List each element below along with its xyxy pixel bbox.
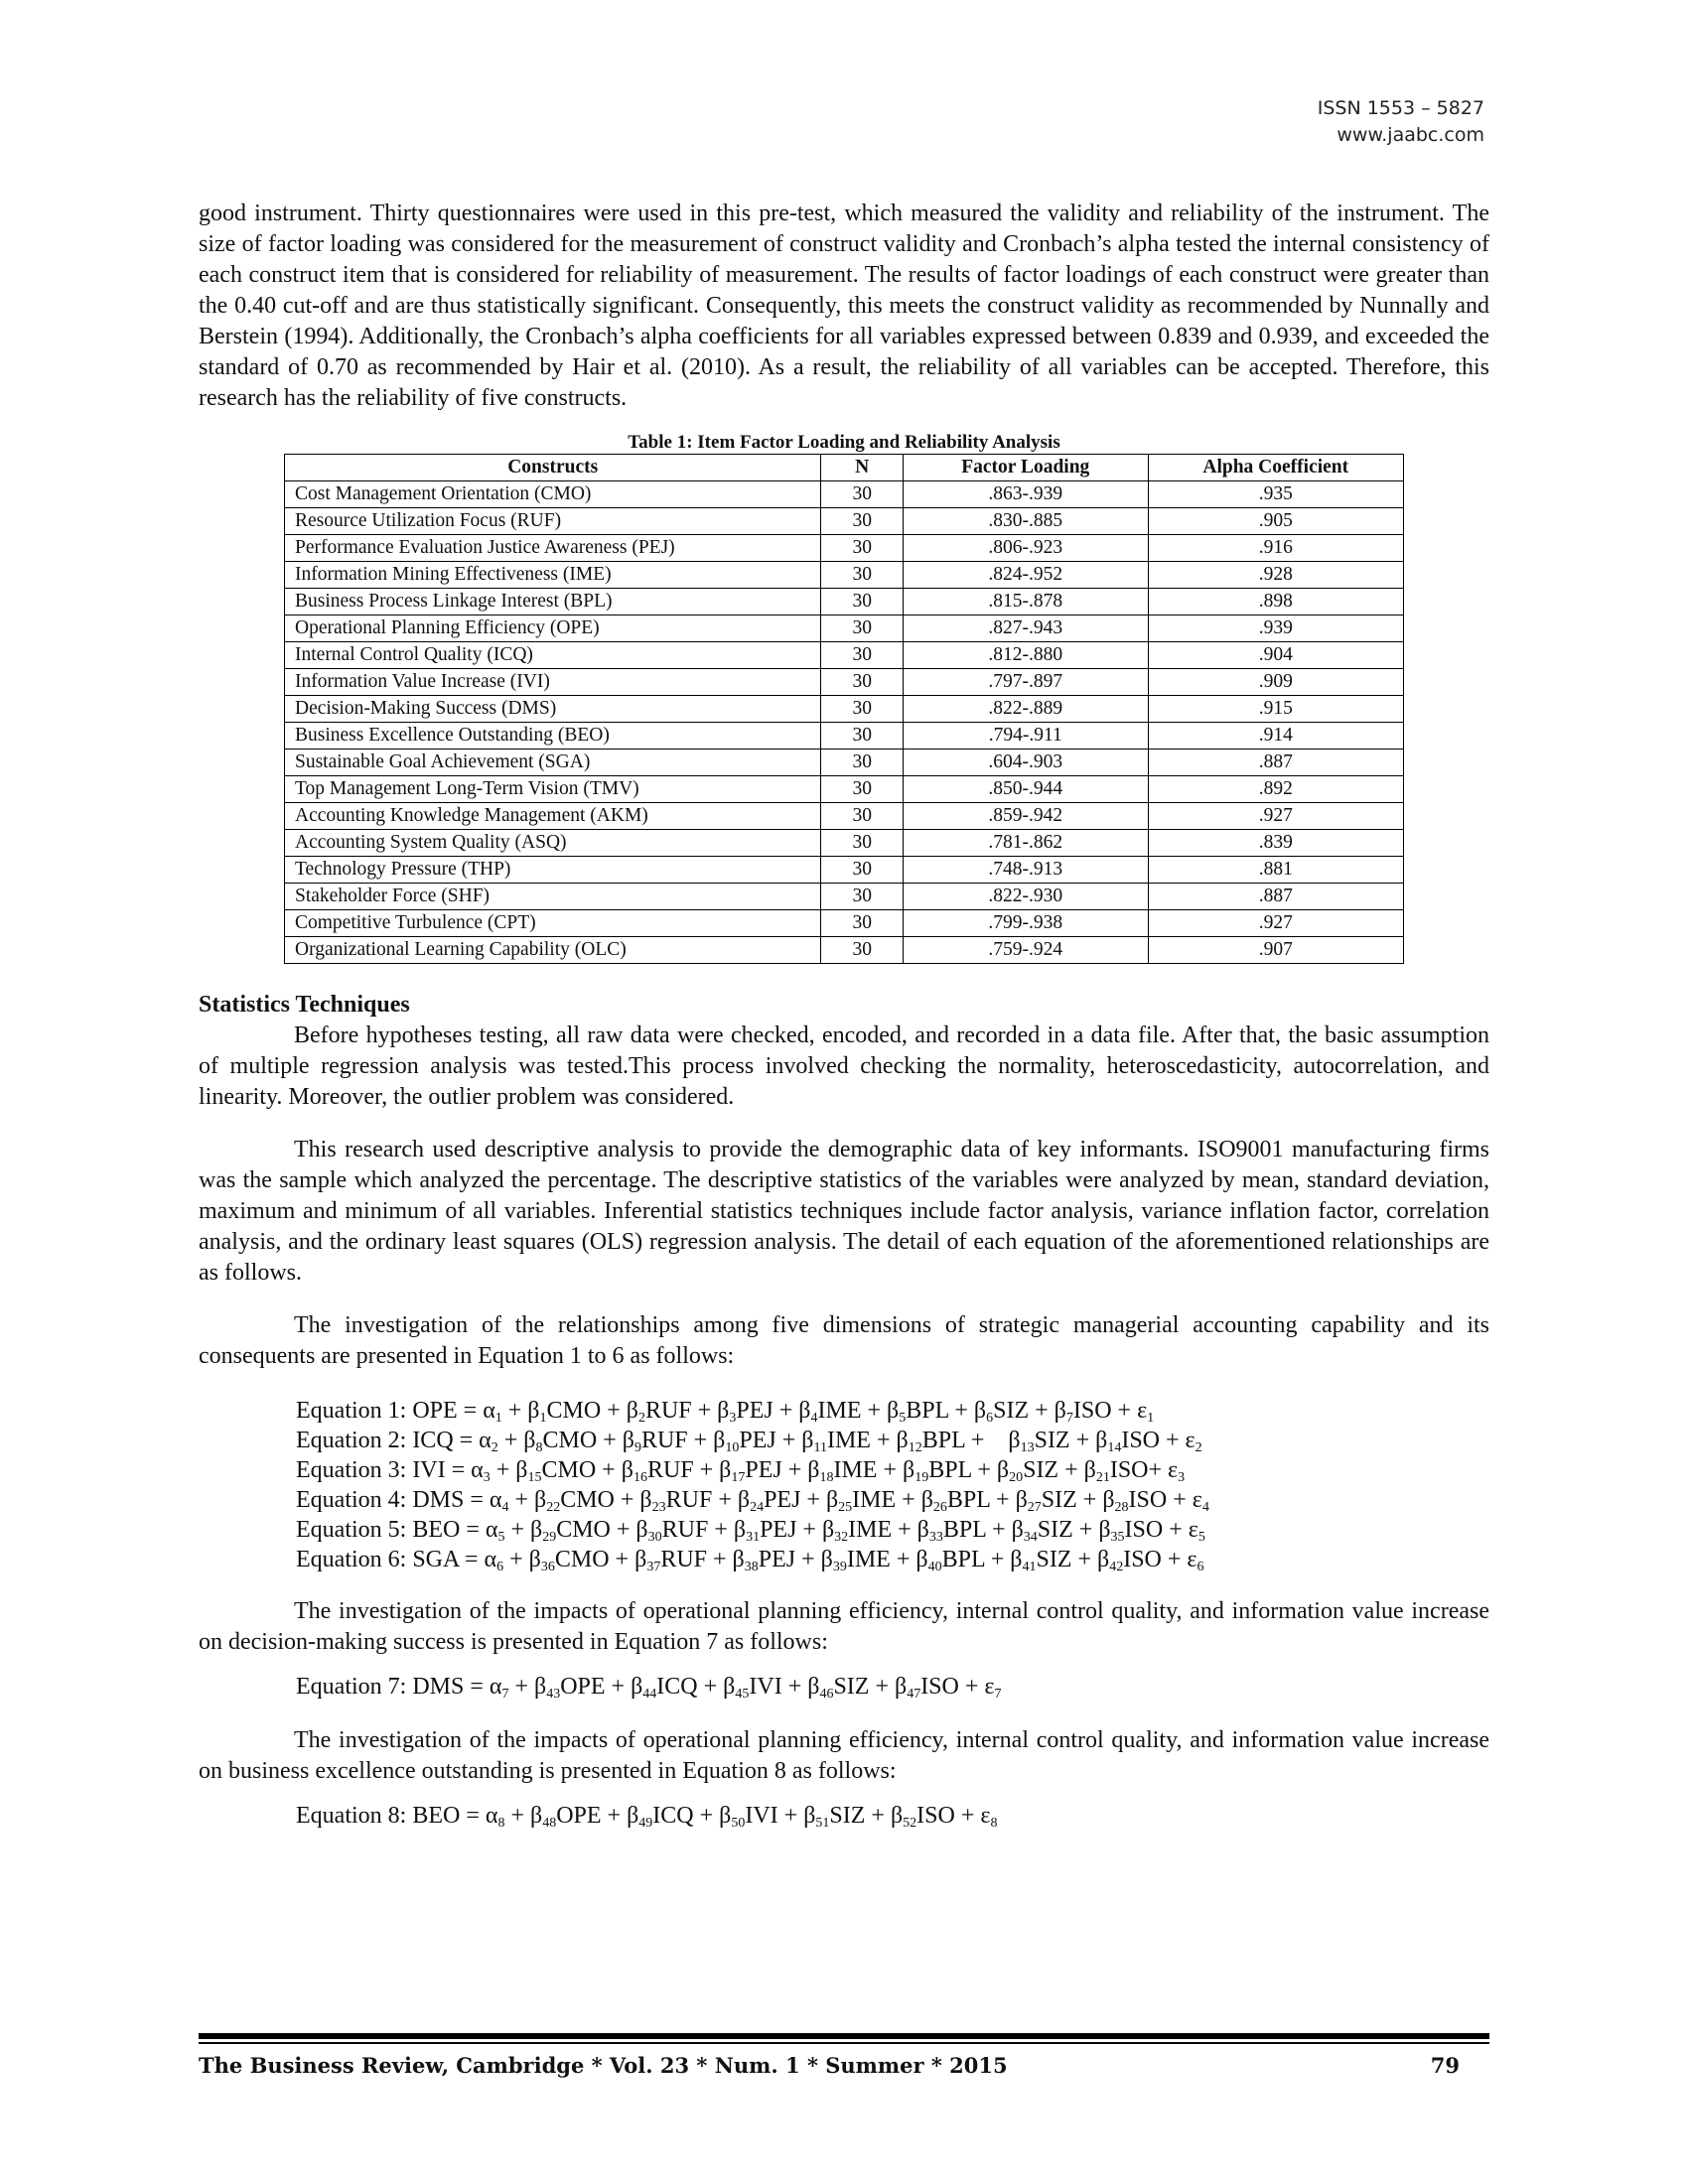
equation-text: ISO + ε	[1124, 1517, 1198, 1543]
equation-line	[296, 1515, 1489, 1545]
table-row	[285, 803, 1404, 830]
equation-text: SIZ + β	[1037, 1517, 1111, 1543]
equation-line	[296, 1455, 1489, 1485]
equation-subscript: 1	[494, 1411, 502, 1426]
factor-loading-cell: .781-.862	[904, 830, 1148, 857]
equation-text: IME + β	[846, 1547, 928, 1572]
equation-text: PEJ + β	[758, 1547, 833, 1572]
table-row	[285, 910, 1404, 937]
equation-subscript: 26	[932, 1500, 947, 1515]
equation-text: SIZ + β	[993, 1398, 1066, 1424]
construct-cell: Business Process Linkage Interest (BPL)	[285, 589, 821, 615]
equation-text: Equation 2: ICQ = α	[296, 1428, 492, 1453]
equation-text: IVI + β	[745, 1803, 816, 1829]
equation-subscript: 43	[546, 1687, 561, 1702]
equation-text: RUF + β	[660, 1547, 745, 1572]
equation-text: SIZ + β	[833, 1674, 908, 1700]
equation-subscript: 8	[535, 1440, 543, 1455]
equation-8-block	[296, 1801, 1489, 1831]
alpha-cell: .935	[1148, 481, 1404, 508]
table-row	[285, 669, 1404, 696]
table-row	[285, 884, 1404, 910]
alpha-cell: .909	[1148, 669, 1404, 696]
construct-cell: Resource Utilization Focus (RUF)	[285, 508, 821, 535]
alpha-cell: .898	[1148, 589, 1404, 615]
equation-text: PEJ + β	[764, 1487, 839, 1513]
equation-text: + β	[504, 1803, 543, 1829]
journal-url: www.jaabc.com	[1336, 124, 1484, 146]
equation-text: PEJ + β	[760, 1517, 835, 1543]
alpha-cell: .904	[1148, 642, 1404, 669]
equation-text: PEJ + β	[739, 1428, 814, 1453]
equation-text: RUF + β	[665, 1487, 751, 1513]
factor-loading-cell: .850-.944	[904, 776, 1148, 803]
equation-subscript: 2	[637, 1411, 645, 1426]
factor-loading-cell: .827-.943	[904, 615, 1148, 642]
alpha-cell: .928	[1148, 562, 1404, 589]
n-cell: 30	[821, 776, 904, 803]
equation-text: SIZ + β	[1034, 1428, 1108, 1453]
alpha-cell: .927	[1148, 910, 1404, 937]
equation-text: Equation 3: IVI = α	[296, 1457, 484, 1483]
n-cell: 30	[821, 937, 904, 964]
equation-text: BPL + β	[928, 1457, 1010, 1483]
n-cell: 30	[821, 910, 904, 937]
construct-cell: Sustainable Goal Achievement (SGA)	[285, 750, 821, 776]
equation-subscript: 52	[903, 1816, 917, 1831]
equation-text: CMO + β	[560, 1487, 652, 1513]
equation-subscript: 41	[1022, 1560, 1037, 1574]
factor-loading-cell: .797-.897	[904, 669, 1148, 696]
equation-text: IME + β	[833, 1457, 915, 1483]
factor-loading-cell: .812-.880	[904, 642, 1148, 669]
table-row	[285, 937, 1404, 964]
construct-cell: Operational Planning Efficiency (OPE)	[285, 615, 821, 642]
table-row	[285, 589, 1404, 615]
equation-subscript: 24	[750, 1500, 765, 1515]
equation-text: OPE + β	[556, 1803, 639, 1829]
n-cell: 30	[821, 723, 904, 750]
equation-subscript: 27	[1027, 1500, 1042, 1515]
equation-subscript: 16	[633, 1470, 647, 1485]
alpha-cell: .881	[1148, 857, 1404, 884]
equation-subscript: 28	[1114, 1500, 1129, 1515]
alpha-cell: .916	[1148, 535, 1404, 562]
equation-subscript: 21	[1095, 1470, 1110, 1485]
table-row	[285, 508, 1404, 535]
equation-text: OPE + β	[560, 1674, 643, 1700]
equation-text: Equation 7: DMS = α	[296, 1674, 502, 1700]
n-cell: 30	[821, 615, 904, 642]
issn-text: ISSN 1553 – 5827	[1317, 97, 1484, 119]
equation-subscript: 11	[813, 1440, 827, 1455]
alpha-cell: .915	[1148, 696, 1404, 723]
n-cell: 30	[821, 857, 904, 884]
body-paragraph: The investigation of the relationships among five dimensions of strategic managerial accounting capability and its consequents are presented in Equation 1 to 6 as follows:	[199, 1312, 1489, 1369]
construct-cell: Business Excellence Outstanding (BEO)	[285, 723, 821, 750]
equation-subscript: 5	[899, 1411, 907, 1426]
equation-subscript: 5	[497, 1530, 505, 1545]
alpha-cell: .887	[1148, 750, 1404, 776]
equation-subscript: 18	[819, 1470, 834, 1485]
table-row	[285, 642, 1404, 669]
factor-loading-cell: .822-.930	[904, 884, 1148, 910]
equation-text: IME + β	[826, 1428, 909, 1453]
equation-subscript: 25	[838, 1500, 853, 1515]
factor-loading-cell: .759-.924	[904, 937, 1148, 964]
equation-line	[296, 1545, 1489, 1574]
equation-text: RUF + β	[661, 1517, 747, 1543]
equation-text: ISO+ ε	[1109, 1457, 1179, 1483]
equation-subscript: 50	[731, 1816, 746, 1831]
equation-text: CMO + β	[554, 1547, 647, 1572]
equation-text: ICQ + β	[652, 1803, 732, 1829]
body-paragraph: The investigation of the impacts of operational planning efficiency, internal control quality, and information value increase on decision-making success is presented in Equation 7 as follows:	[199, 1598, 1489, 1655]
equation-subscript: 8	[497, 1816, 505, 1831]
equation-text: SIZ + β	[1023, 1457, 1096, 1483]
equation-subscript: 33	[928, 1530, 943, 1545]
equation-text: + β	[508, 1487, 547, 1513]
construct-cell: Cost Management Orientation (CMO)	[285, 481, 821, 508]
n-cell: 30	[821, 562, 904, 589]
equation-subscript: 4	[810, 1411, 818, 1426]
equation-text: Equation 4: DMS = α	[296, 1487, 502, 1513]
table-row	[285, 615, 1404, 642]
table-row	[285, 857, 1404, 884]
equation-text: ISO + ε	[1072, 1398, 1148, 1424]
factor-loading-cell: .748-.913	[904, 857, 1148, 884]
table-row	[285, 723, 1404, 750]
equation-subscript: 6	[1196, 1560, 1204, 1574]
equations-1-6	[296, 1396, 1489, 1574]
section-heading: Statistics Techniques	[199, 992, 410, 1018]
column-header: Alpha Coefficient	[1148, 455, 1404, 481]
n-cell: 30	[821, 830, 904, 857]
equation-text: RUF + β	[640, 1428, 726, 1453]
equation-subscript: 32	[834, 1530, 849, 1545]
equation-text: BPL + β	[941, 1547, 1023, 1572]
equation-text: + β	[503, 1547, 541, 1572]
equation-subscript: 2	[1195, 1440, 1202, 1455]
equation-subscript: 7	[501, 1687, 509, 1702]
equation-subscript: 46	[819, 1687, 834, 1702]
equation-text: PEJ + β	[745, 1457, 820, 1483]
equation-subscript: 8	[990, 1816, 998, 1831]
equation-subscript: 15	[527, 1470, 542, 1485]
construct-cell: Decision-Making Success (DMS)	[285, 696, 821, 723]
alpha-cell: .892	[1148, 776, 1404, 803]
alpha-cell: .907	[1148, 937, 1404, 964]
equation-text: + β	[508, 1674, 547, 1700]
equation-line	[296, 1485, 1489, 1515]
equation-subscript: 51	[815, 1816, 830, 1831]
n-cell: 30	[821, 481, 904, 508]
n-cell: 30	[821, 535, 904, 562]
equation-text: BPL + β	[921, 1428, 1021, 1453]
equation-subscript: 34	[1023, 1530, 1038, 1545]
factor-loading-table	[284, 454, 1404, 964]
equation-subscript: 14	[1107, 1440, 1122, 1455]
equation-subscript: 5	[1197, 1530, 1205, 1545]
equation-subscript: 3	[729, 1411, 737, 1426]
equation-subscript: 20	[1009, 1470, 1024, 1485]
equation-text: ISO + ε	[916, 1803, 991, 1829]
equation-subscript: 39	[832, 1560, 847, 1574]
footer-rule-thin	[199, 2042, 1489, 2044]
factor-loading-cell: .794-.911	[904, 723, 1148, 750]
equation-text: IME + β	[817, 1398, 900, 1424]
equation-subscript: 10	[725, 1440, 740, 1455]
construct-cell: Information Mining Effectiveness (IME)	[285, 562, 821, 589]
equation-subscript: 38	[744, 1560, 759, 1574]
equation-subscript: 31	[746, 1530, 761, 1545]
table-row	[285, 481, 1404, 508]
equation-subscript: 44	[642, 1687, 657, 1702]
equation-line	[296, 1801, 1489, 1831]
equation-subscript: 1	[1147, 1411, 1155, 1426]
equation-subscript: 30	[647, 1530, 662, 1545]
page-header	[1318, 95, 1484, 149]
equation-text: CMO + β	[546, 1398, 638, 1424]
equation-subscript: 6	[496, 1560, 504, 1574]
equation-text: SIZ + β	[1036, 1547, 1110, 1572]
table-row	[285, 776, 1404, 803]
equation-subscript: 7	[1065, 1411, 1073, 1426]
factor-loading-cell: .822-.889	[904, 696, 1148, 723]
alpha-cell: .914	[1148, 723, 1404, 750]
table-row	[285, 830, 1404, 857]
equation-text: ISO + ε	[920, 1674, 995, 1700]
construct-cell: Internal Control Quality (ICQ)	[285, 642, 821, 669]
n-cell: 30	[821, 508, 904, 535]
alpha-cell: .939	[1148, 615, 1404, 642]
factor-loading-cell: .863-.939	[904, 481, 1148, 508]
construct-cell: Performance Evaluation Justice Awareness (PEJ)	[285, 535, 821, 562]
n-cell: 30	[821, 884, 904, 910]
equation-text: + β	[504, 1517, 543, 1543]
construct-cell: Technology Pressure (THP)	[285, 857, 821, 884]
equation-subscript: 9	[633, 1440, 641, 1455]
table-row	[285, 535, 1404, 562]
equation-subscript: 19	[914, 1470, 929, 1485]
intro-paragraph: good instrument. Thirty questionnaires were used in this pre-test, which measured the validity and reliability of the instrument. The size of factor loading was considered for the measurement of construct validity and Cronbach’s alpha tested the internal consistency of each construct item that is considered for reliability of measurement. The results of factor loadings of each construct were greater than the 0.40 cut-off and are thus statistically significant. Consequently, this meets the construct validity as recommended by Nunnally and Berstein (1994). Additionally, the Cronbach’s alpha coefficients for all variables expressed between 0.839 and 0.939, and exceeded the standard of 0.70 as recommended by Hair et al. (2010). As a result, the reliability of all variables can be accepted. Therefore, this research has the reliability of five constructs.	[199, 201, 1489, 411]
equation-text: + β	[501, 1398, 540, 1424]
alpha-cell: .839	[1148, 830, 1404, 857]
n-cell: 30	[821, 750, 904, 776]
equation-subscript: 29	[542, 1530, 557, 1545]
equation-text: CMO + β	[556, 1517, 648, 1543]
equation-subscript: 17	[731, 1470, 746, 1485]
page-body	[199, 199, 1489, 1831]
table-header-row	[285, 455, 1404, 481]
alpha-cell: .887	[1148, 884, 1404, 910]
n-cell: 30	[821, 803, 904, 830]
construct-cell: Competitive Turbulence (CPT)	[285, 910, 821, 937]
n-cell: 30	[821, 589, 904, 615]
equation-text: IVI + β	[749, 1674, 820, 1700]
equation-subscript: 36	[540, 1560, 555, 1574]
footer-rule-thick	[199, 2033, 1489, 2039]
table-title: Table 1: Item Factor Loading and Reliability Analysis	[628, 432, 1060, 453]
n-cell: 30	[821, 642, 904, 669]
equation-text: + β	[497, 1428, 536, 1453]
factor-loading-cell: .830-.885	[904, 508, 1148, 535]
equation-text: PEJ + β	[736, 1398, 811, 1424]
journal-citation: The Business Review, Cambridge * Vol. 23 * Num. 1 * Summer * 2015	[199, 2053, 1008, 2078]
equation-text: CMO + β	[541, 1457, 633, 1483]
equation-subscript: 1	[539, 1411, 547, 1426]
footer-rule	[199, 2033, 1489, 2044]
equation-text: + β	[490, 1457, 528, 1483]
equation-text: SIZ + β	[1041, 1487, 1115, 1513]
page-number: 79	[1430, 2053, 1460, 2078]
construct-cell: Organizational Learning Capability (OLC)	[285, 937, 821, 964]
n-cell: 30	[821, 669, 904, 696]
equation-text: SIZ + β	[829, 1803, 904, 1829]
equation-text: RUF + β	[646, 1457, 732, 1483]
equation-subscript: 4	[1201, 1500, 1209, 1515]
construct-cell: Accounting System Quality (ASQ)	[285, 830, 821, 857]
table-row	[285, 696, 1404, 723]
equation-text: ISO + ε	[1121, 1428, 1196, 1453]
equation-text: CMO + β	[542, 1428, 634, 1453]
body-paragraph: Before hypotheses testing, all raw data were checked, encoded, and recorded in a data file. After that, the basic assumption of multiple regression analysis was tested.This process involved checking the normality, heteroscedasticity, autocorrelation, and linearity. Moreover, the outlier problem was considered.	[199, 1023, 1489, 1110]
table-row	[285, 750, 1404, 776]
equation-text: Equation 1: OPE = α	[296, 1398, 495, 1424]
equation-text: Equation 5: BEO = α	[296, 1517, 498, 1543]
equation-subscript: 13	[1020, 1440, 1035, 1455]
factor-loading-cell: .806-.923	[904, 535, 1148, 562]
equation-text: IME + β	[852, 1487, 933, 1513]
equation-text: BPL + β	[946, 1487, 1028, 1513]
equation-text: ISO + ε	[1123, 1547, 1197, 1572]
equation-subscript: 42	[1109, 1560, 1124, 1574]
construct-cell: Stakeholder Force (SHF)	[285, 884, 821, 910]
construct-cell: Accounting Knowledge Management (AKM)	[285, 803, 821, 830]
factor-loading-cell: .824-.952	[904, 562, 1148, 589]
equation-text: Equation 6: SGA = α	[296, 1547, 497, 1572]
equation-subscript: 4	[501, 1500, 509, 1515]
page-footer	[199, 2053, 1460, 2078]
n-cell: 30	[821, 696, 904, 723]
equation-subscript: 7	[994, 1687, 1002, 1702]
equation-subscript: 40	[927, 1560, 942, 1574]
equation-text: Equation 8: BEO = α	[296, 1803, 498, 1829]
factor-loading-cell: .859-.942	[904, 803, 1148, 830]
factor-loading-cell: .799-.938	[904, 910, 1148, 937]
equation-subscript: 37	[646, 1560, 661, 1574]
alpha-cell: .927	[1148, 803, 1404, 830]
equation-7-block	[296, 1672, 1489, 1702]
equation-subscript: 48	[542, 1816, 557, 1831]
equation-subscript: 45	[735, 1687, 750, 1702]
construct-cell: Top Management Long-Term Vision (TMV)	[285, 776, 821, 803]
equation-subscript: 22	[546, 1500, 561, 1515]
equation-subscript: 12	[908, 1440, 922, 1455]
equation-text: ICQ + β	[656, 1674, 736, 1700]
equation-subscript: 3	[1178, 1470, 1186, 1485]
table-row	[285, 562, 1404, 589]
equation-text: IME + β	[848, 1517, 929, 1543]
factor-loading-cell: .815-.878	[904, 589, 1148, 615]
equation-line	[296, 1426, 1489, 1455]
table-body	[285, 481, 1404, 964]
factor-loading-cell: .604-.903	[904, 750, 1148, 776]
equation-line	[296, 1396, 1489, 1426]
equation-subscript: 23	[651, 1500, 666, 1515]
construct-cell: Information Value Increase (IVI)	[285, 669, 821, 696]
alpha-cell: .905	[1148, 508, 1404, 535]
column-header: N	[821, 455, 904, 481]
column-header: Constructs	[285, 455, 821, 481]
equation-subscript: 35	[1110, 1530, 1125, 1545]
equation-subscript: 49	[638, 1816, 653, 1831]
equation-subscript: 2	[491, 1440, 498, 1455]
equation-subscript: 47	[907, 1687, 921, 1702]
equation-text: BPL + β	[942, 1517, 1024, 1543]
equation-text: RUF + β	[644, 1398, 730, 1424]
body-paragraph: This research used descriptive analysis to provide the demographic data of key informants. ISO9001 manufacturing firms was the sample which analyzed the percentage. The descriptive statistics of the variables were analyzed by mean, standard deviation, maximum and minimum of all variables. Inferential statistics techniques include factor analysis, variance inflation factor, correlation analysis, and the ordinary least squares (OLS) regression analysis. The detail of each equation of the aforementioned relationships are as follows.	[199, 1137, 1489, 1286]
equation-line	[296, 1672, 1489, 1702]
column-header: Factor Loading	[904, 455, 1148, 481]
equation-text: BPL + β	[906, 1398, 987, 1424]
equation-subscript: 6	[986, 1411, 994, 1426]
equation-text: ISO + ε	[1128, 1487, 1202, 1513]
equation-subscript: 3	[483, 1470, 491, 1485]
body-paragraph: The investigation of the impacts of operational planning efficiency, internal control quality, and information value increase on business excellence outstanding is presented in Equation 8 as follows:	[199, 1727, 1489, 1784]
